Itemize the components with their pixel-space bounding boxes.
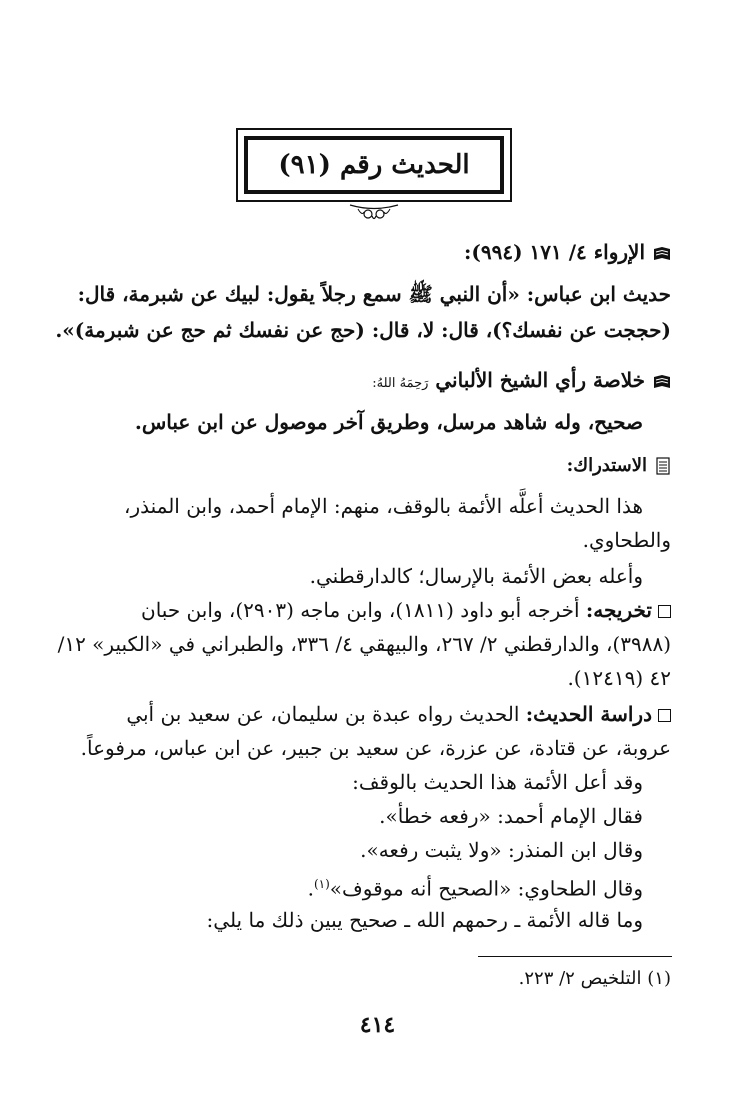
square-bullet-icon [658, 709, 671, 722]
hadith-title: الحديث رقم (٩١) [278, 150, 470, 180]
tahawi-end: . [307, 876, 314, 901]
footnote: (١) التلخيص ٢/ ٢٢٣. [518, 968, 671, 989]
dirasa-text-1: الحديث رواه عبدة بن سليمان، عن سعيد بن أبي [126, 702, 520, 726]
page-number: ٤١٤ [359, 1012, 396, 1038]
summary-heading [80, 364, 671, 400]
honorific: رَحِمَهُ اللهُ: [372, 376, 429, 391]
square-bullet-icon [658, 605, 671, 618]
dirasa-quote-ahmad: فقال الإمام أحمد: «رفعه خطأ». [379, 804, 643, 828]
footnote-ref: (١) [313, 877, 330, 891]
book-icon [653, 374, 671, 390]
istidrak-paragraph-1-line-1: هذا الحديث أعلَّه الأئمة بالوقف، منهم: الإمام أحمد، وابن المنذر، [123, 494, 643, 518]
dirasa-quote-tahawi [80, 868, 643, 905]
summary-label: خلاصة رأي الشيخ الألباني [435, 368, 645, 392]
takhrij-line-2: (٣٩٨٨)، والدارقطني ٢/ ٢٦٧، والبيهقي ٤/ ٣٣٦، والطبراني في «الكبير» ١٢/ [57, 632, 671, 656]
title-inner-frame [244, 136, 504, 194]
tahawi-quote: وقال الطحاوي: «الصحيح أنه موقوف» [329, 876, 643, 901]
irwa-heading [80, 236, 671, 268]
dirasa-closing: وما قاله الأئمة ـ رحمهم الله ـ صحيح يبين ذلك ما يلي: [206, 908, 643, 932]
title-frame [236, 128, 512, 202]
istidrak-paragraph-1-line-2: والطحاوي. [582, 528, 671, 552]
dirasa-line-3: وقد أعل الأئمة هذا الحديث بالوقف: [352, 770, 643, 794]
istidrak-label: الاستدراك: [566, 455, 647, 476]
dirasa-label: دراسة الحديث: [525, 702, 652, 726]
dirasa-line-2: عروبة، عن قتادة، عن عزرة، عن سعيد بن جبير، عن ابن عباس، مرفوعاً. [80, 736, 671, 760]
istidrak-paragraph-2: وأعله بعض الأئمة بالإرسال؛ كالدارقطني. [309, 564, 643, 588]
istidrak-heading [80, 450, 671, 482]
book-icon [653, 246, 671, 262]
takhrij-line-1 [80, 594, 671, 626]
irwa-text-line-1: حديث ابن عباس: «أن النبي ﷺ سمع رجلاً يقول: لبيك عن شبرمة، قال: [77, 282, 671, 306]
takhrij-text-1: أخرجه أبو داود (١٨١١)، وابن ماجه (٢٩٠٣)، وابن حبان [141, 598, 580, 622]
takhrij-line-3: ٤٢ (١٢٤١٩). [567, 666, 671, 690]
ornament-icon [346, 202, 402, 222]
takhrij-label: تخريجه: [585, 598, 652, 622]
footnote-divider [478, 956, 672, 957]
irwa-text-line-2: (حججت عن نفسك؟)، قال: لا، قال: (حج عن نفسك ثم حج عن شبرمة)». [55, 318, 671, 342]
document-icon [655, 457, 671, 475]
irwa-label: الإرواء ٤/ ١٧١ (٩٩٤): [464, 240, 645, 264]
summary-text: صحيح، وله شاهد مرسل، وطريق آخر موصول عن ابن عباس. [134, 410, 643, 434]
dirasa-line-1 [80, 698, 671, 730]
dirasa-quote-ibn-mundhir: وقال ابن المنذر: «ولا يثبت رفعه». [360, 838, 643, 862]
